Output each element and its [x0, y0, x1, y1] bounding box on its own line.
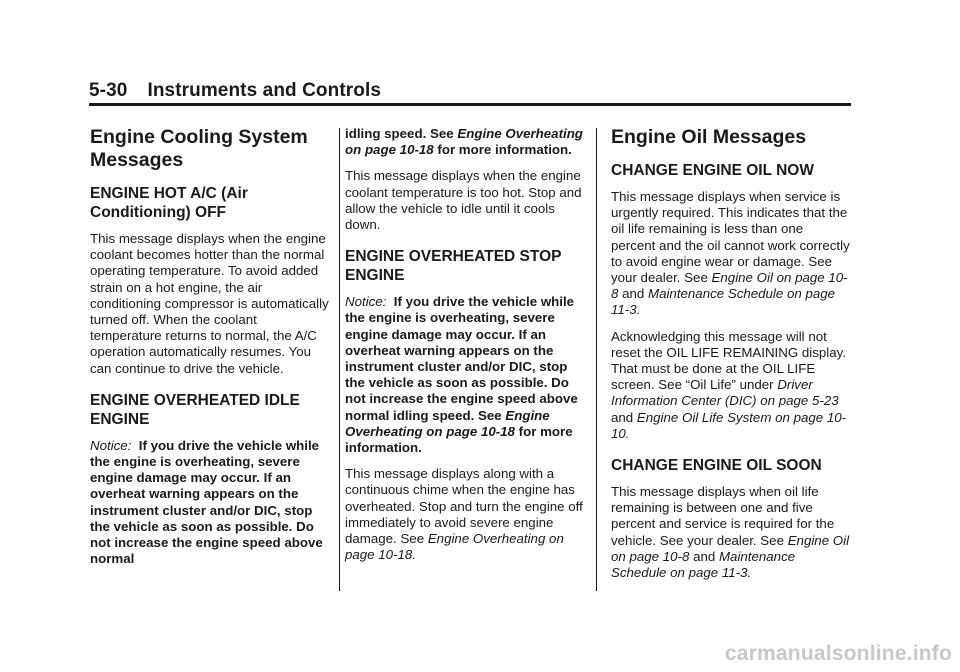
- idle-notice: Notice: If you drive the vehicle while the engine is overheating, severe engine damage may occur. If an overheat warning appears on the instrument cluster and/or DIC, stop the vehicle as soon as possible. Do not increase the engine speed above normal: [90, 437, 323, 567]
- maintenance-schedule-link-2[interactable]: Maintenance Schedule on page 11-3.: [611, 548, 796, 581]
- idle-body: This message displays when the engine coolant temperature is too hot. Stop and allow the vehicle to idle until it cools down.: [345, 168, 582, 233]
- page-number: 5-30: [89, 80, 128, 101]
- section-title: Instruments and Controls: [147, 80, 382, 101]
- column-3: [611, 126, 851, 591]
- acknowledge-text: Acknowledging this message will not reset the OIL LIFE REMAINING display. That must be done at the OIL LIFE screen. See “Oil Life” under Driver Information Center (DIC) on page 5-23 and Engine Oil Life System on page 10-10.: [611, 328, 847, 441]
- engine-overheating-link-2[interactable]: Engine Overheating on page 10-18: [345, 407, 550, 439]
- idle-heading: ENGINE OVERHEATED IDLE ENGINE: [90, 391, 300, 428]
- hot-ac-heading: ENGINE HOT A/C (Air Conditioning) OFF: [90, 185, 248, 221]
- stop-notice: Notice: If you drive the vehicle while the engine is overheating, severe engine damage may occur. If an overheat warning appears on the instrument cluster and/or DIC, stop the vehicle as soon as possible. Do not increase the engine speed above normal idling speed. See Engine Overheating on page 10-18 for more information.: [345, 294, 578, 456]
- watermark: carmanualsonline.info: [724, 642, 952, 665]
- column-1: [90, 126, 330, 577]
- engine-oil-link-2[interactable]: Engine Oil on page 10-8: [611, 532, 850, 564]
- cooling-messages-title: Engine Cooling System Messages: [90, 126, 308, 171]
- engine-oil-link[interactable]: Engine Oil on page 10-8: [611, 270, 848, 302]
- engine-overheating-link[interactable]: Engine Overheating on page 10-18: [345, 126, 583, 158]
- header-rule: [89, 103, 851, 106]
- column-2: [345, 126, 585, 573]
- change-oil-soon-heading: CHANGE ENGINE OIL SOON: [611, 457, 822, 475]
- oil-messages-title: Engine Oil Messages: [611, 126, 807, 148]
- column-divider-1: [339, 128, 340, 591]
- oil-life-system-link[interactable]: Engine Oil Life System on page 10-10.: [611, 409, 847, 441]
- stop-body: This message displays along with a continuous chime when the engine has overheated. Stop and turn the engine off immediately to avoid severe engine damage. See Engine Overheating on page 10-18.: [345, 466, 583, 563]
- maintenance-schedule-link[interactable]: Maintenance Schedule on page 11-3.: [611, 286, 836, 318]
- change-oil-soon-text: This message displays when oil life remaining is between one and five percent and service is required for the vehicle. See your dealer. See Engine Oil on page 10-8 and Maintenance Schedule on page 11-3.: [611, 484, 850, 581]
- dic-link[interactable]: Driver Information Center (DIC) on page 5-23: [611, 377, 839, 409]
- idle-notice-continued: idling speed. See Engine Overheating on page 10-18 for more information.: [345, 126, 583, 158]
- column-divider-2: [596, 128, 597, 591]
- stop-heading: ENGINE OVERHEATED STOP ENGINE: [345, 248, 562, 285]
- hot-ac-text: This message displays when the engine coolant becomes hotter than the normal operating temperature. To avoid added strain on a hot engine, the air conditioning compressor is automatically turned off. When the coolant temperature returns to normal, the A/C operation automatically resumes. You can continue to drive the vehicle.: [90, 231, 329, 376]
- engine-overheating-link-3[interactable]: Engine Overheating on page 10-18.: [345, 531, 564, 563]
- page-header: [89, 80, 381, 102]
- change-oil-now-text: This message displays when service is urgently required. This indicates that the oil life remaining is less than one percent and the oil cannot work correctly to avoid engine wear or damage. See your dealer. See Engine Oil on page 10-8 and Maintenance Schedule on page 11-3.: [611, 189, 850, 318]
- change-oil-now-heading: CHANGE ENGINE OIL NOW: [611, 162, 814, 179]
